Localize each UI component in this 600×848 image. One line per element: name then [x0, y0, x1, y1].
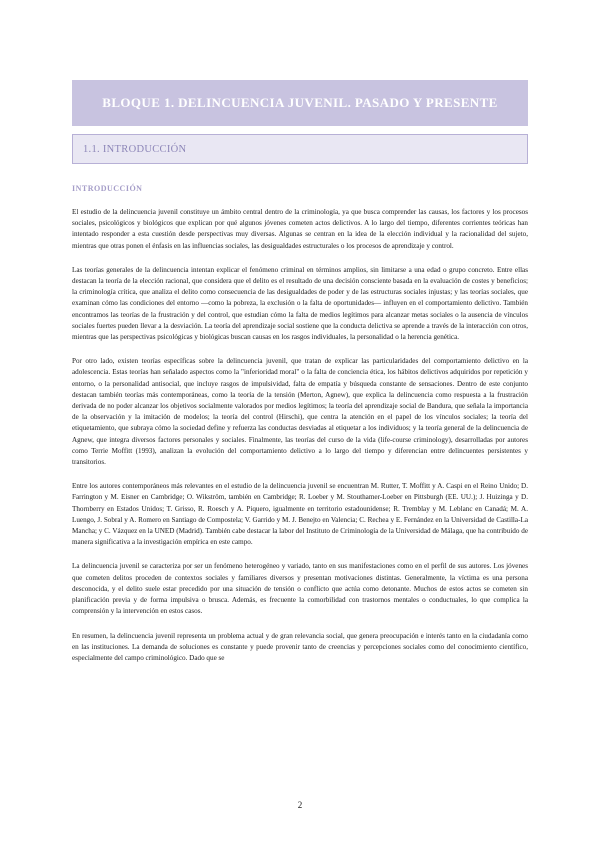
paragraph-2: Las teorías generales de la delincuencia intentan explicar el fenómeno criminal en términos amplios, sin limitarse a una edad o grupo concreto. Entre ellas destacan la teoría de la elección racional, que considera que el delito es el resultado de una decisión consciente basada en la evaluación de costes y beneficios; la criminología crítica, que analiza el delito como consecuencia de las desigualdades de poder y de las estructuras sociales injustas; y las teorías sociales, que examinan cómo las condiciones del entorno —como la pobreza, la exclusión o la falta de oportunidades— influyen en el comportamiento delictivo. También encontramos las teorías de la frustración y del control, que estudian cómo la falta de medios legítimos para alcanzar metas sociales o la ausencia de vínculos sociales fuertes pueden llevar a la desviación. La teoría del aprendizaje social sostiene que la conducta delictiva se aprende a través de la interacción con otros, mientras que las perspectivas psicológicas y biológicas buscan causas en los rasgos individuales, la personalidad o la herencia genética.: [72, 265, 528, 342]
body-text: [72, 184, 528, 677]
section-header-box: [72, 134, 528, 164]
page-number: 2: [297, 800, 303, 810]
paragraph-6: En resumen, la delincuencia juvenil representa un problema actual y de gran relevancia social, que genera preocupación e interés tanto en la ciudadanía como en las instituciones. La demanda de soluciones es constante y puede provenir tanto de creencias y percepciones sociales como del conocimiento científico, especialmente del campo criminológico. Dado que se: [72, 631, 528, 662]
paragraph-1: El estudio de la delincuencia juvenil constituye un ámbito central dentro de la criminología, ya que busca comprender las causas, los factores y los procesos sociales, psicológicos y biológicos que explican por qué algunos jóvenes cometen actos delictivos. A lo largo del tiempo, diferentes corrientes teóricas han intentado responder a esta cuestión desde perspectivas muy diversas. Algunas se centran en la idea de la elección individual y la racionalidad del sujeto, mientras que otras ponen el énfasis en las influencias sociales, las desigualdades estructurales o los procesos de aprendizaje y control.: [72, 208, 528, 250]
paragraph-4: Entre los autores contemporáneos más relevantes en el estudio de la delincuencia juvenil se encuentran M. Rutter, T. Moffitt y A. Caspi en el Reino Unido; D. Farrington y M. Eisner en Cambridge; O. Wikström, también en Cambridge; R. Loeber y M. Stouthamer-Loeber en Pittsburgh (EE. UU.); J. Huizinga y D. Thornberry en Estados Unidos; T. Grisso, R. Roesch y A. Piquero, igualmente en territorio estadounidense; R. Tremblay y M. Leblanc en Canadá; M. A. Luengo, J. Sobral y A. Romero en Santiago de Compostela; V. Garrido y M. J. Benejto en Valencia; C. Rechea y E. Fernández en la Universidad de Castilla-La Mancha; y C. Vázquez en la UNED (Madrid). También cabe destacar la labor del Instituto de Criminología de la Universidad de Málaga, que ha contribuido de manera significativa a la investigación empírica en este campo.: [72, 482, 528, 547]
subsection-label: INTRODUCCIÓN: [72, 184, 143, 193]
section-title: 1.1. INTRODUCCIÓN: [83, 143, 187, 155]
paragraph-3: Por otro lado, existen teorías específicas sobre la delincuencia juvenil, que tratan de explicar las particularidades del comportamiento delictivo en la adolescencia. Estas teorías han señalado aspectos como la "inferioridad moral" o la falta de conciencia ética, los hábitos delictivos adquiridos por repetición y entorno, o la personalidad antisocial, que incluye rasgos de impulsividad, falta de empatía y búsqueda constante de sensaciones. Dentro de este conjunto destacan también teorías más contemporáneas, como la teoría de la tensión (Merton, Agnew), que explica la delincuencia como respuesta a la frustración derivada de no poder alcanzar los objetivos socialmente valorados por medios legítimos; la teoría del aprendizaje social de Bandura, que señala la importancia de la observación y la imitación de modelos; la teoría del control (Hirschi), que centra la atención en el papel de los vínculos sociales; la teoría del etiquetamiento, que subraya cómo la sociedad define y refuerza las conductas desviadas al etiquetar a los individuos; y la teoría general de la delincuencia de Agnew, que integra diversos factores personales y sociales. Finalmente, las teorías del curso de la vida (life-course criminology), desarrolladas por autores como Terrie Moffitt (1993), analizan la evolución del comportamiento delictivo a lo largo del tiempo y diferencian entre delincuentes persistentes y transitorios.: [72, 357, 528, 467]
chapter-banner: [72, 80, 528, 126]
chapter-title: BLOQUE 1. DELINCUENCIA JUVENIL. PASADO Y PRESENTE: [102, 95, 498, 110]
paragraph-5: La delincuencia juvenil se caracteriza por ser un fenómeno heterogéneo y variado, tanto en sus manifestaciones como en el perfil de sus autores. Los jóvenes que cometen delitos proceden de contextos sociales y familiares diversos y presentan motivaciones distintas. Generalmente, la víctima es una persona desconocida, y el delito suele estar precedido por una situación de tensión o conflicto que actúa como detonante. Muchos de estos actos se cometen sin planificación previa y de forma impulsiva o brusca. Además, es frecuente la comorbilidad con trastornos mentales o conductuales, lo que complica la comprensión y la intervención en estos casos.: [72, 562, 528, 616]
